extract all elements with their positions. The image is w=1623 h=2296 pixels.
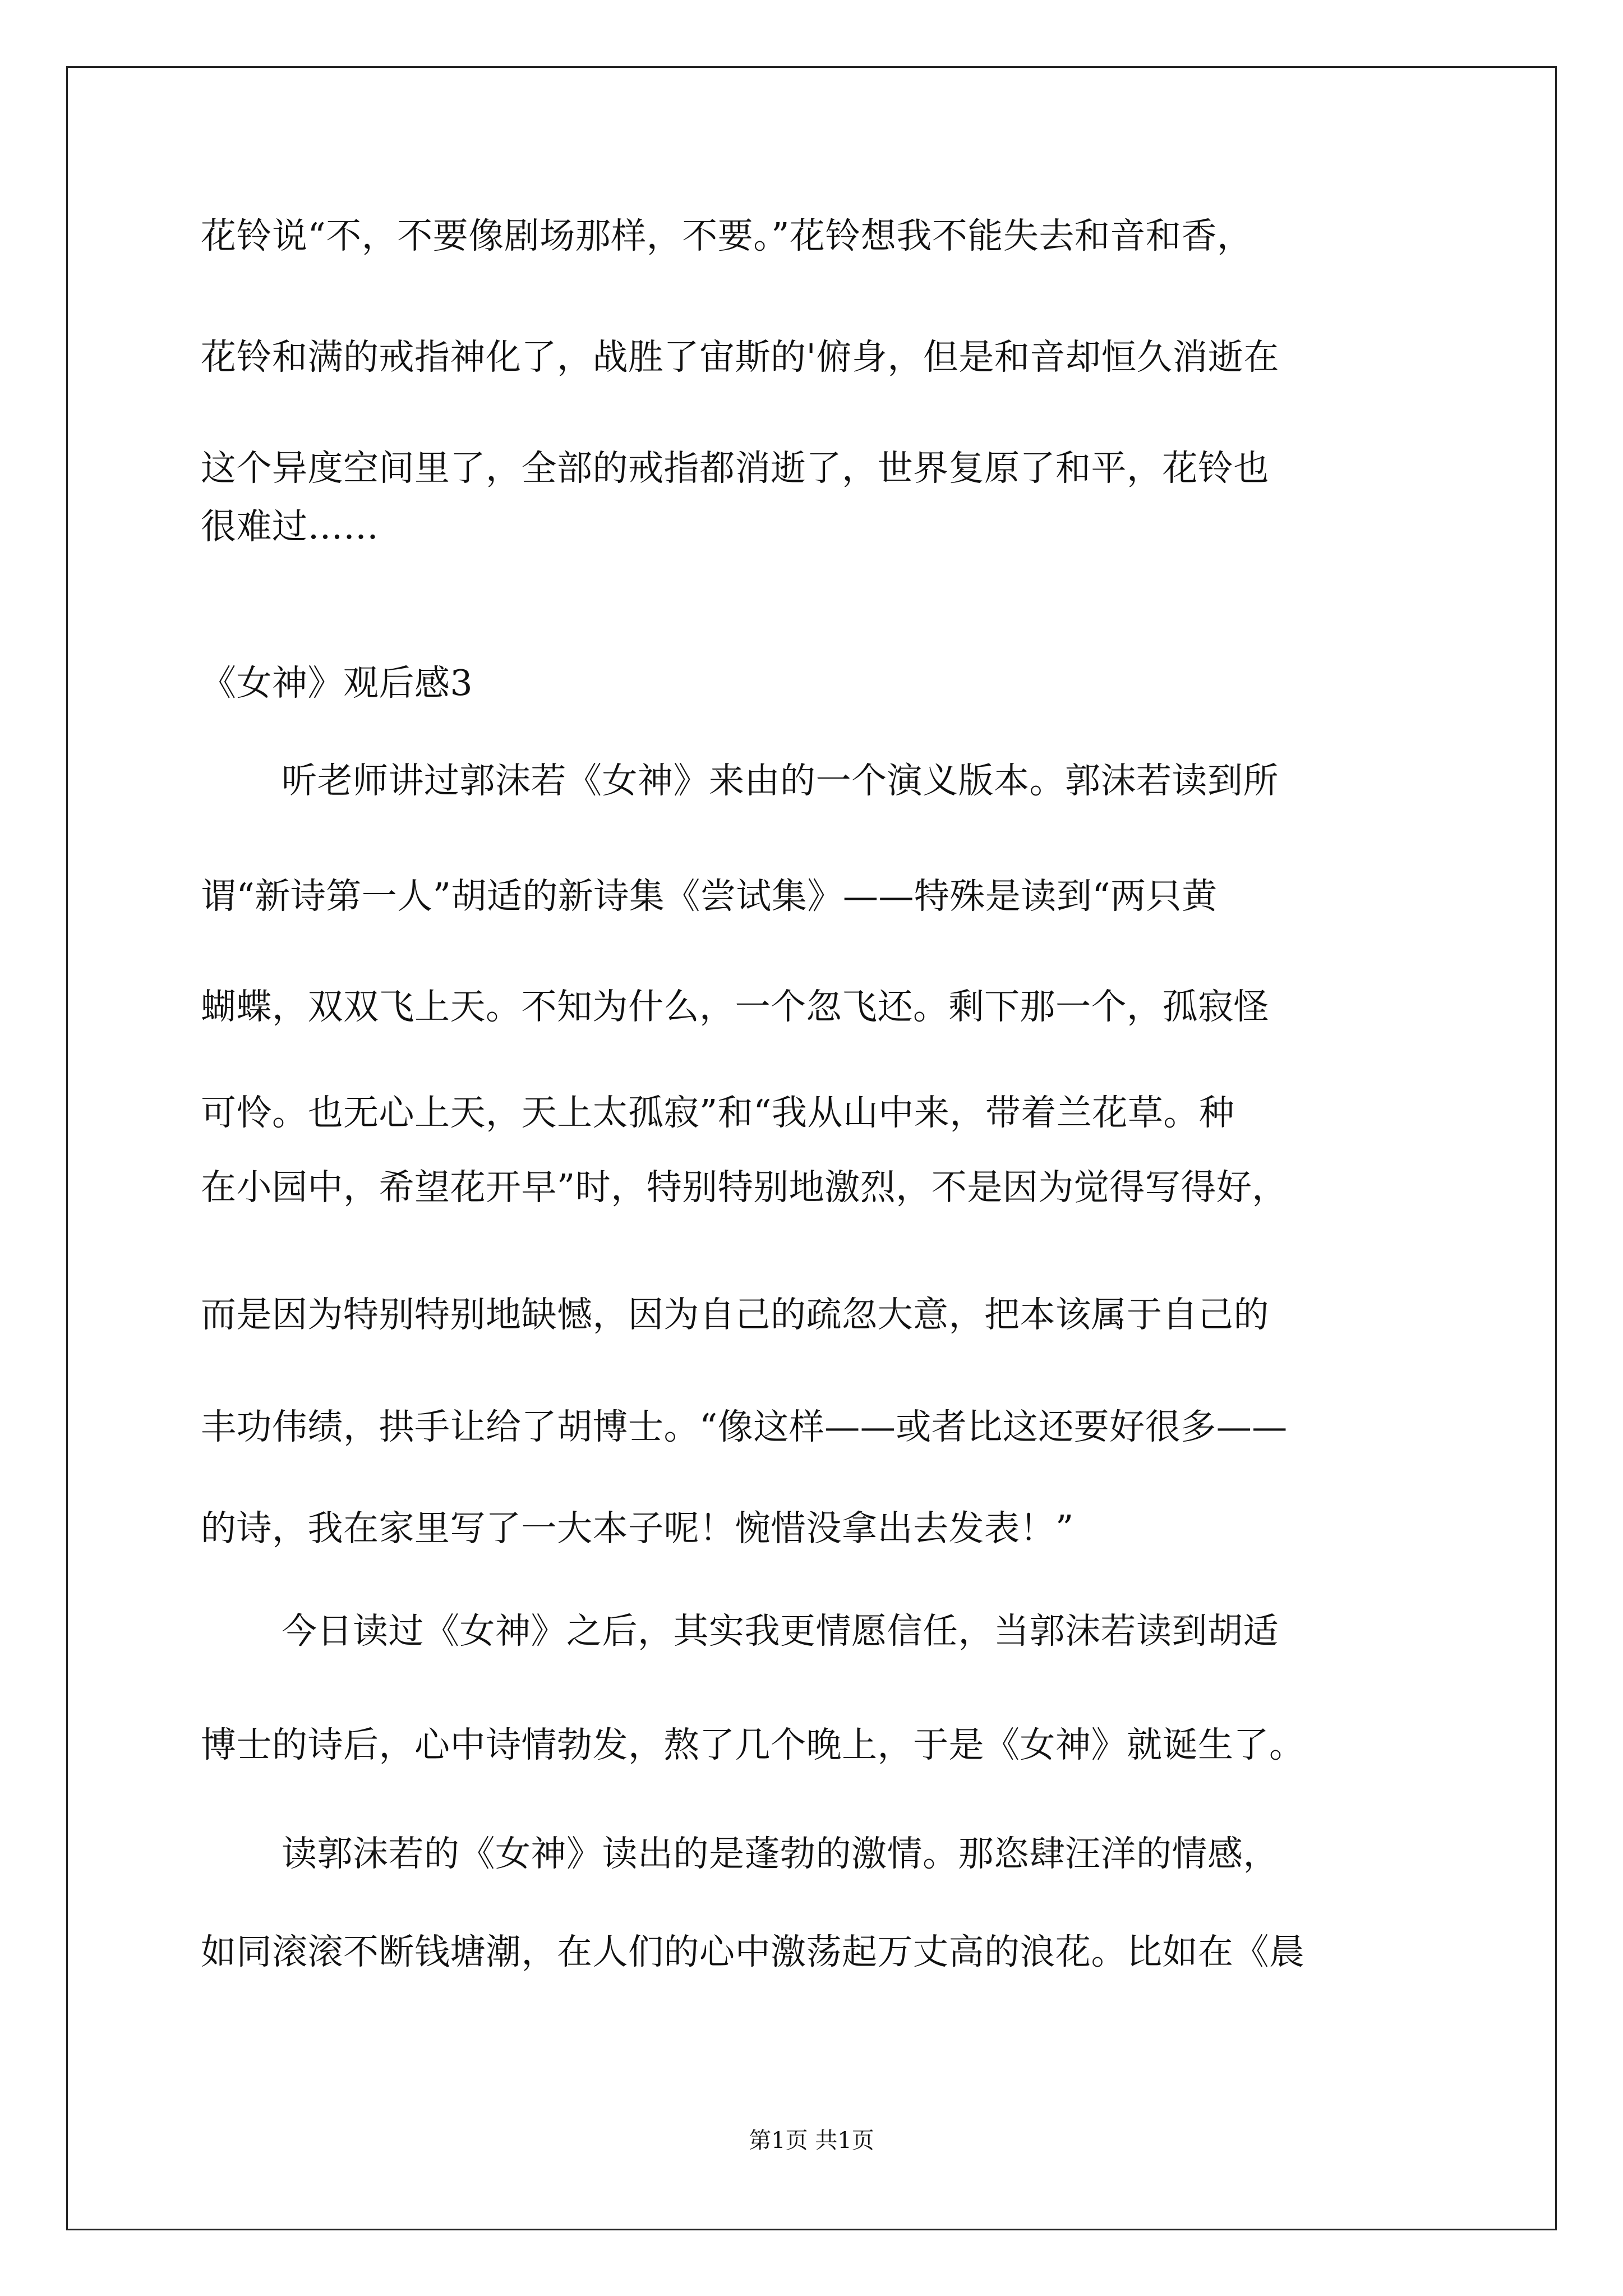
text-line: 如同滚滚不断钱塘潮，在人们的心中激荡起万丈高的浪花。比如在《晨: [201, 1931, 1305, 1972]
paragraph-first-line: 读郭沫若的《女神》读出的是蓬勃的激情。那恣肆汪洋的情感，: [282, 1833, 1279, 1874]
text-line: 很难过……: [201, 506, 379, 547]
text-line: 谓“新诗第一人”胡适的新诗集《尝试集》——特殊是读到“两只黄: [201, 876, 1218, 917]
text-line: 丰功伟绩，拱手让给了胡博士。“像这样——或者比这还要好很多——: [201, 1406, 1288, 1447]
page-border: [66, 66, 1557, 2230]
text-line: 而是因为特别特别地缺憾，因为自己的疏忽大意，把本该属于自己的: [201, 1294, 1269, 1335]
paragraph-first-line: 听老师讲过郭沫若《女神》来由的一个演义版本。郭沫若读到所: [282, 760, 1279, 801]
text-line: 可怜。也无心上天，天上太孤寂”和“我从山中来，带着兰花草。种: [201, 1092, 1235, 1133]
text-line: 花铃和满的戒指神化了，战胜了宙斯的'俯身，但是和音却恒久消逝在: [201, 337, 1279, 378]
text-line: 的诗，我在家里写了一大本子呢！惋惜没拿出去发表！”: [201, 1508, 1074, 1549]
page-number-footer: 第1页 共1页: [749, 2128, 874, 2154]
paragraph-first-line: 今日读过《女神》之后，其实我更情愿信任，当郭沫若读到胡适: [282, 1611, 1279, 1651]
text-line: 蝴蝶，双双飞上天。不知为什么，一个忽飞还。剩下那一个，孤寂怪: [201, 986, 1269, 1027]
section-heading: 《女神》观后感3: [201, 662, 473, 703]
text-line: 在小园中，希望花开早”时，特别特别地激烈，不是因为觉得写得好，: [201, 1167, 1288, 1208]
text-line: 这个异度空间里了，全部的戒指都消逝了，世界复原了和平，花铃也: [201, 448, 1269, 489]
text-line: 花铃说“不，不要像剧场那样，不要。”花铃想我不能失去和音和香，: [201, 215, 1253, 256]
text-line: 博士的诗后，心中诗情勃发，熬了几个晚上，于是《女神》就诞生了。: [201, 1724, 1305, 1765]
